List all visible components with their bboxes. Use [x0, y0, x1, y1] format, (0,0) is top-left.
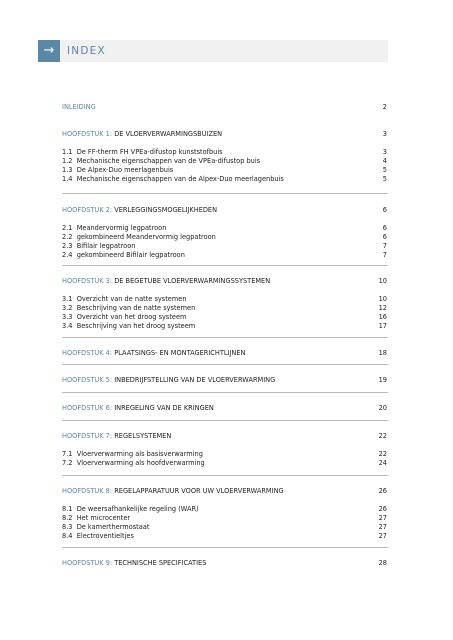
- chapter-prefix: HOOFDSTUK 6:: [62, 404, 113, 412]
- toc-introduction-label: INLEIDING: [62, 103, 96, 111]
- toc-item-row[interactable]: [62, 523, 387, 532]
- index-header: [38, 40, 388, 62]
- chapter-prefix: HOOFDSTUK 5:: [62, 376, 113, 384]
- toc-chapter-row[interactable]: [62, 349, 387, 358]
- item-text: Vloerverwarming als basisverwarming: [76, 450, 203, 458]
- toc-page-number: 12: [378, 304, 387, 312]
- toc-item-row[interactable]: [62, 313, 387, 322]
- toc-item-row[interactable]: [62, 224, 387, 233]
- toc-item-row[interactable]: [62, 175, 387, 184]
- toc-page-number: 5: [382, 166, 387, 174]
- toc-item-row[interactable]: [62, 304, 387, 313]
- toc-page-number: 7: [382, 251, 387, 259]
- item-number: 8.4: [62, 532, 73, 540]
- toc-page-number: 3: [382, 130, 387, 138]
- toc-page-number: 10: [378, 295, 387, 303]
- section-divider: [62, 392, 388, 393]
- toc-page-number: 24: [378, 459, 387, 467]
- item-number: 1.2: [62, 157, 73, 165]
- chapter-prefix: HOOFDSTUK 1:: [62, 130, 113, 138]
- item-text: De kamerthermostaat: [76, 523, 150, 531]
- toc-item-row[interactable]: [62, 532, 387, 541]
- toc-chapter-row[interactable]: [62, 277, 387, 286]
- chapter-title: REGELSYSTEMEN: [114, 432, 172, 440]
- toc-chapter-row[interactable]: [62, 404, 387, 413]
- toc-page-number: 22: [378, 450, 387, 458]
- toc-chapter-row[interactable]: [62, 487, 387, 496]
- item-number: 3.2: [62, 304, 73, 312]
- chapter-title: DE BEGETUBE VLOERVERWARMINGSSYSTEMEN: [114, 277, 271, 285]
- item-text: Vloerverwarming als hoofdverwarming: [76, 459, 205, 467]
- toc-item-row[interactable]: [62, 242, 387, 251]
- toc-item-row[interactable]: [62, 166, 387, 175]
- toc-page-number: 10: [378, 277, 387, 285]
- item-text: gekombineerd Meandervormig legpatroon: [76, 233, 216, 241]
- item-number: 2.4: [62, 251, 73, 259]
- toc-page-number: 4: [382, 157, 387, 165]
- toc-introduction-row[interactable]: [62, 103, 387, 112]
- section-divider: [62, 475, 388, 476]
- toc-page-number: 16: [378, 313, 387, 321]
- toc-page-number: 5: [382, 175, 387, 183]
- toc-page-number: 27: [378, 523, 387, 531]
- toc-page-number: 27: [378, 514, 387, 522]
- toc-page-number: 27: [378, 532, 387, 540]
- item-number: 2.2: [62, 233, 73, 241]
- arrow-right-icon: →: [38, 40, 60, 62]
- chapter-title: REGELAPPARATUUR VOOR UW VLOERVERWARMING: [114, 487, 284, 495]
- toc-item-row[interactable]: [62, 233, 387, 242]
- toc-chapter-row[interactable]: [62, 432, 387, 441]
- item-text: Beschrijving van het droog systeem: [76, 322, 196, 330]
- item-text: Mechanische eigenschappen van de Alpex-Duo meerlagenbuis: [76, 175, 284, 183]
- item-text: Overzicht van het droog systeem: [76, 313, 187, 321]
- item-number: 8.2: [62, 514, 73, 522]
- chapter-title: VERLEGGINGSMOGELIJKHEDEN: [114, 206, 218, 214]
- item-number: 1.1: [62, 148, 73, 156]
- toc-page-number: 3: [382, 148, 387, 156]
- toc-chapter-row[interactable]: [62, 130, 387, 139]
- section-divider: [62, 265, 388, 266]
- item-text: De Alpex-Duo meerlagenbuis: [76, 166, 174, 174]
- item-number: 1.3: [62, 166, 73, 174]
- item-text: Meandervormig legpatroon: [76, 224, 167, 232]
- item-number: 7.2: [62, 459, 73, 467]
- toc-page-number: 7: [382, 242, 387, 250]
- page-title: INDEX: [67, 45, 106, 57]
- toc-item-row[interactable]: [62, 459, 387, 468]
- item-number: 3.1: [62, 295, 73, 303]
- toc-page-number: 19: [378, 376, 387, 384]
- toc-chapter-row[interactable]: [62, 206, 387, 215]
- section-divider: [62, 420, 388, 421]
- toc-page-number: 18: [378, 349, 387, 357]
- item-text: gekombineerd Bifilair legpatroon: [76, 251, 185, 259]
- item-text: De weersafhankelijke regeling (WAR): [76, 505, 199, 513]
- item-number: 7.1: [62, 450, 73, 458]
- item-number: 2.1: [62, 224, 73, 232]
- toc-item-row[interactable]: [62, 157, 387, 166]
- item-text: De FF-therm FH VPEa-difustop kunststofbuis: [76, 148, 223, 156]
- item-number: 8.1: [62, 505, 73, 513]
- item-text: Bifilair legpatroon: [76, 242, 136, 250]
- chapter-title: DE VLOERVERWARMINGSBUIZEN: [114, 130, 223, 138]
- item-number: 3.4: [62, 322, 73, 330]
- item-number: 2.3: [62, 242, 73, 250]
- toc-page-number: 6: [382, 233, 387, 241]
- toc-page-number: 26: [378, 505, 387, 513]
- item-number: 3.3: [62, 313, 73, 321]
- item-text: Overzicht van de natte systemen: [76, 295, 187, 303]
- chapter-prefix: HOOFDSTUK 9:: [62, 559, 113, 567]
- section-divider: [62, 547, 388, 548]
- chapter-prefix: HOOFDSTUK 4:: [62, 349, 113, 357]
- chapter-prefix: HOOFDSTUK 7:: [62, 432, 113, 440]
- toc-page-number: 6: [382, 206, 387, 214]
- chapter-prefix: HOOFDSTUK 2:: [62, 206, 113, 214]
- toc-page-number: 17: [378, 322, 387, 330]
- toc-page-number: 28: [378, 559, 387, 567]
- chapter-title: INREGELING VAN DE KRINGEN: [114, 404, 214, 412]
- chapter-prefix: HOOFDSTUK 8:: [62, 487, 113, 495]
- item-text: Electroventieltjes: [76, 532, 134, 540]
- item-text: Mechanische eigenschappen van de VPEa-difustop buis: [76, 157, 261, 165]
- toc-page-number: 22: [378, 432, 387, 440]
- toc-page-number: 2: [382, 103, 387, 111]
- toc-item-row[interactable]: [62, 148, 387, 157]
- item-text: Beschrijving van de natte systemen: [76, 304, 196, 312]
- item-text: Het microcenter: [76, 514, 131, 522]
- chapter-title: TECHNISCHE SPECIFICATIES: [114, 559, 207, 567]
- toc-chapter-row[interactable]: [62, 376, 387, 385]
- toc-item-row[interactable]: [62, 322, 387, 331]
- toc-page-number: 6: [382, 224, 387, 232]
- section-divider: [62, 337, 388, 338]
- section-divider: [62, 193, 388, 194]
- toc-chapter-row[interactable]: [62, 559, 387, 568]
- chapter-title: INBEDRIJFSTELLING VAN DE VLOERVERWARMING: [114, 376, 276, 384]
- toc-item-row[interactable]: [62, 514, 387, 523]
- toc-page-number: 26: [378, 487, 387, 495]
- chapter-title: PLAATSINGS- EN MONTAGERICHTLIJNEN: [114, 349, 246, 357]
- chapter-prefix: HOOFDSTUK 3:: [62, 277, 113, 285]
- item-number: 1.4: [62, 175, 73, 183]
- toc-item-row[interactable]: [62, 251, 387, 260]
- item-number: 8.3: [62, 523, 73, 531]
- toc-item-row[interactable]: [62, 450, 387, 459]
- toc-item-row[interactable]: [62, 295, 387, 304]
- section-divider: [62, 364, 388, 365]
- toc-page-number: 20: [378, 404, 387, 412]
- toc-item-row[interactable]: [62, 505, 387, 514]
